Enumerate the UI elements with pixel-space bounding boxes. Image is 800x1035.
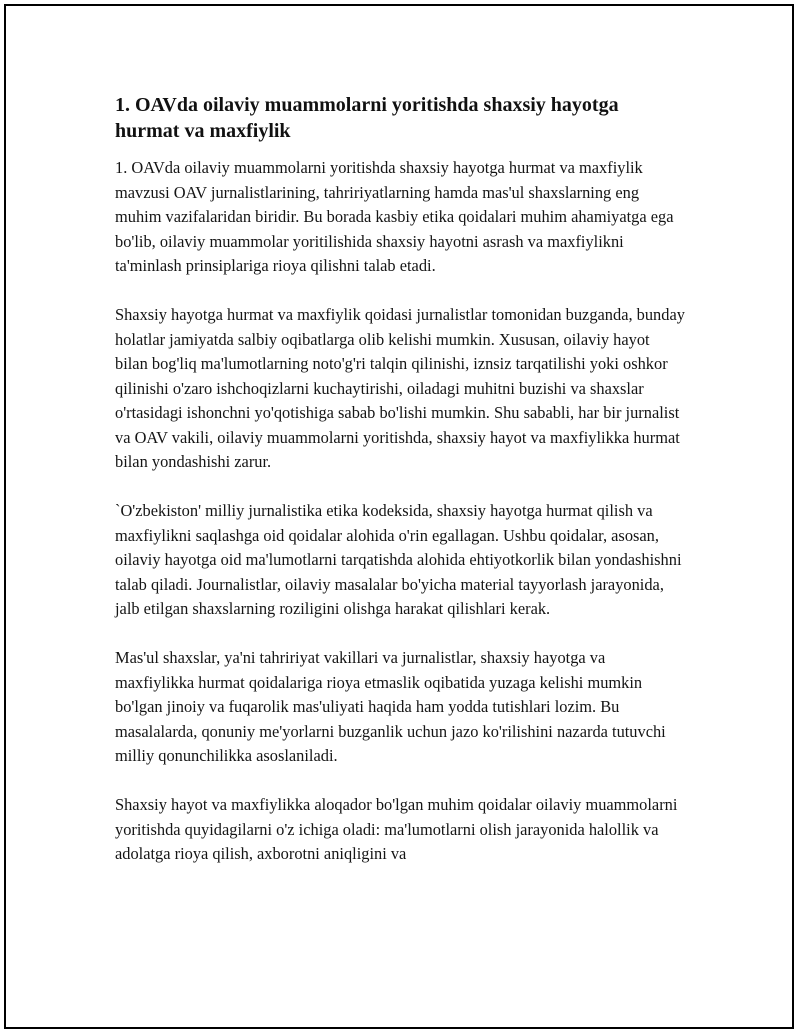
paragraph-5: Shaxsiy hayot va maxfiylikka aloqador bo'lgan muhim qoidalar oilaviy muammolarni yoritishda quyidagilarni o'z ichiga oladi: ma'lumotlarni olish jarayonida halollik va adolatga rioya qilish, axborotni aniqligini va	[115, 795, 678, 863]
paragraph-3: `O'zbekiston' milliy jurnalistika etika kodeksida, shaxsiy hayotga hurmat qilish va maxfiylikni saqlashga oid qoidalar alohida o'rin egallagan. Ushbu qoidalar, asosan, oilaviy hayotga oid ma'lumotlarni tarqatishda alohida ehtiyotkorlik bilan yondashishni talab qiladi. Journalistlar, oilaviy masalalar bo'yicha material tayyorlash jarayonida, jalb etilgan shaxslarning roziligini olishga harakat qilishlari kerak.	[115, 501, 682, 618]
paragraph-1: 1. OAVda oilaviy muammolarni yoritishda shaxsiy hayotga hurmat va maxfiylik mavzusi OAV jurnalistlarining, tahririyatlarning hamda mas'ul shaxslarning eng muhim vazifalaridan biridir. Bu borada kasbiy etika qoidalari muhim ahamiyatga ega bo'lib, oilaviy muammolar yoritilishida shaxsiy hayotni asrash va maxfiylikni ta'minlash prinsiplariga rioya qilishni talab etadi.	[115, 158, 674, 275]
paragraph-2: Shaxsiy hayotga hurmat va maxfiylik qoidasi jurnalistlar tomonidan buzganda, bunday holatlar jamiyatda salbiy oqibatlarga olib kelishi mumkin. Xususan, oilaviy hayot bilan bog'liq ma'lumotlarning noto'g'ri talqin qilinishi, iznsiz tarqatilishi yoki oshkor qilinishi o'zaro ishchoqizlarni kuchaytirishi, oiladagi muhitni buzishi va shaxslar o'rtasidagi ishonchni yo'qotishiga sabab bo'lishi mumkin. Shu sababli, har bir jurnalist va OAV vakili, oilaviy muammolarni yoritishda, shaxsiy hayot va maxfiylikka hurmat bilan yondashishi zarur.	[115, 305, 685, 471]
document-title: 1. OAVda oilaviy muammolarni yoritishda shaxsiy hayotga hurmat va maxfiylik	[115, 94, 619, 142]
paragraph-4: Mas'ul shaxslar, ya'ni tahririyat vakillari va jurnalistlar, shaxsiy hayotga va maxfiylikka hurmat qoidalariga rioya etmaslik oqibatida yuzaga kelishi mumkin bo'lgan jinoiy va fuqarolik mas'uliyati haqida ham yodda tutishlari lozim. Bu masalalarda, qonuniy me'yorlarni buzganlik uchun jazo ko'rilishini nazarda tutuvchi milliy qonunchilikka asoslaniladi.	[115, 648, 666, 765]
document-body	[115, 92, 685, 891]
